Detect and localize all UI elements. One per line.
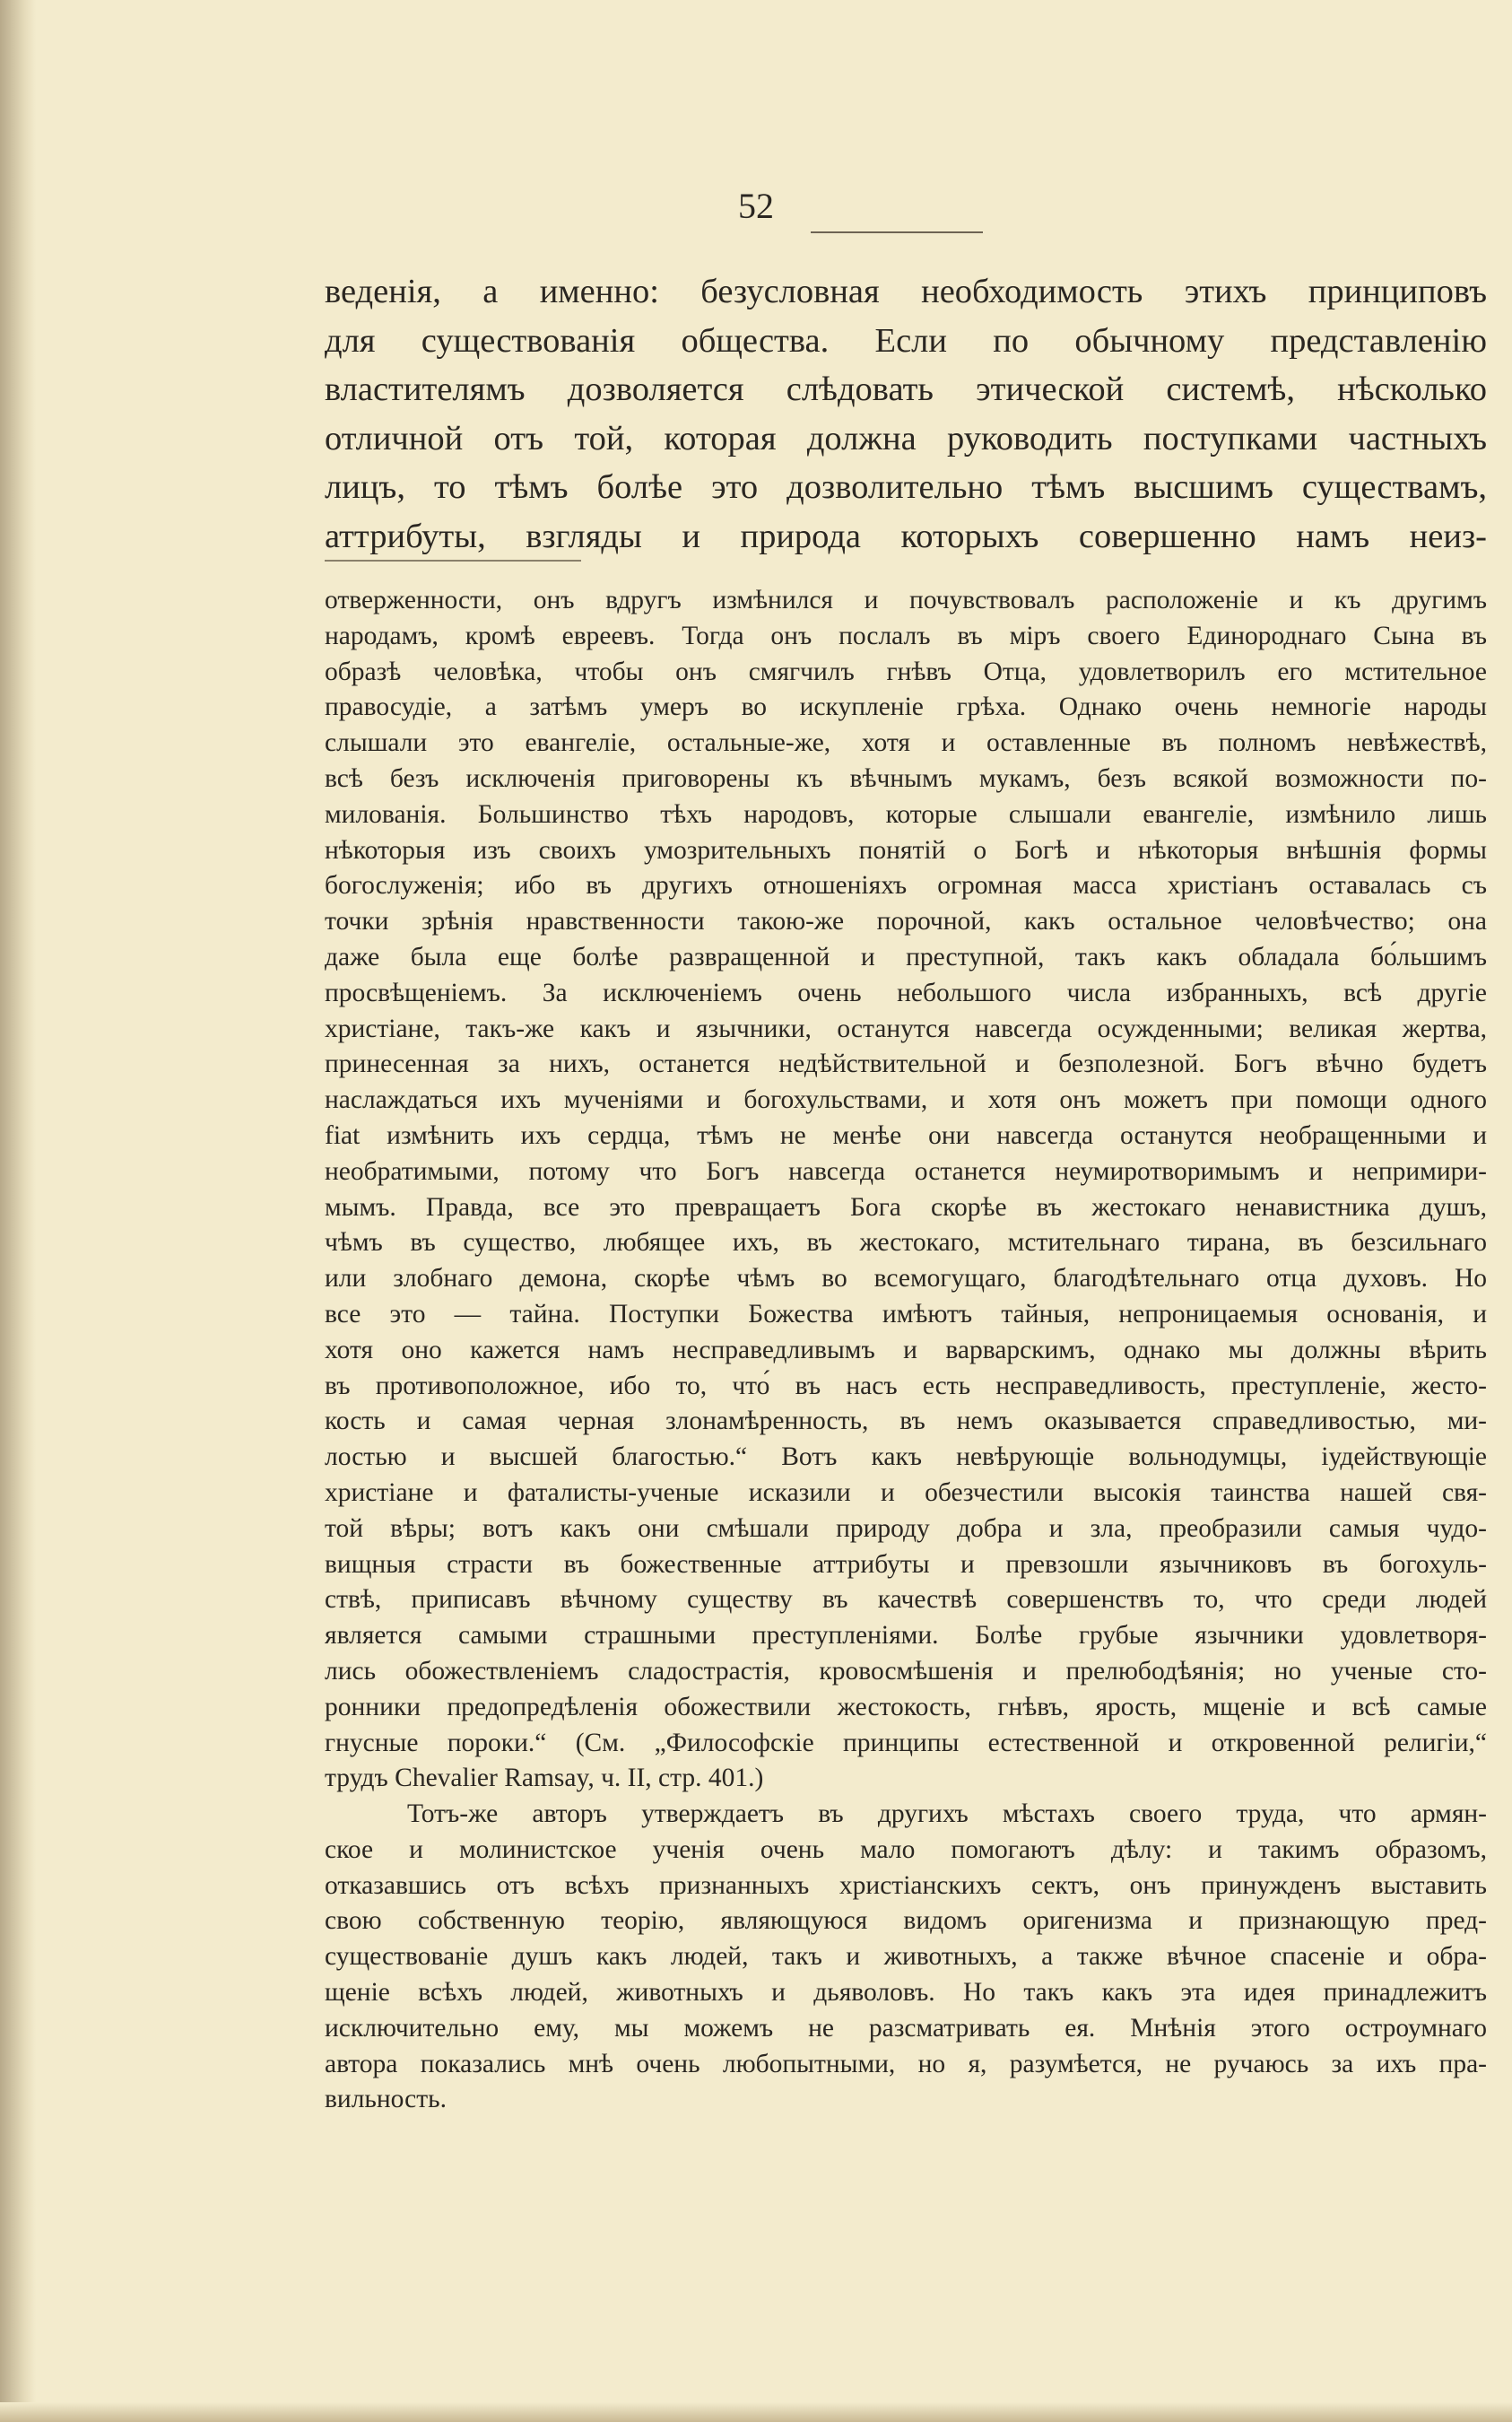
footnote-line: ронники предопредѣленія обожествили жестокость, гнѣвъ, ярость, мщеніе и всѣ самые — [325, 1692, 1487, 1721]
footnote-line: правосудіе, а затѣмъ умеръ во искупленіе грѣха. Однако очень немногіе народы — [325, 693, 1487, 722]
footnote-line: слышали это евангеліе, остальные-же, хотя и оставленные въ полномъ невѣжествѣ, — [325, 728, 1487, 758]
footnote-line: наслаждаться ихъ мученіями и богохульствами, и хотя онъ можетъ при помощи одного — [325, 1085, 1487, 1115]
footnote-line: или злобнаго демона, скорѣе чѣмъ во всемогущаго, благодѣтельнаго отца духовъ. Но — [325, 1264, 1487, 1294]
footnote-line: кость и самая черная злонамѣренность, въ немъ оказывается справедливостью, ми- — [325, 1407, 1487, 1436]
footnote-line: нѣкоторыя изъ своихъ умозрительныхъ понятій о Богѣ и нѣкоторыя внѣшнія формы — [325, 835, 1487, 865]
footnote-line: чѣмъ въ существо, любящее ихъ, въ жестокаго, мстительнаго тирана, въ безсильнаго — [325, 1228, 1487, 1258]
footnote-separator — [325, 560, 581, 562]
footnote-line: свою собственную теорію, являющуюся видомъ оригенизма и признающую пред- — [325, 1906, 1487, 1936]
footnote-line: вильность. — [325, 2085, 447, 2114]
footnote-line: образѣ человѣка, чтобы онъ смягчилъ гнѣвъ Отца, удовлетворилъ его мстительное — [325, 657, 1487, 686]
footnote-line: лись обожествленіемъ сладострастія, кровосмѣшенія и прелюбодѣянія; но ученые сто- — [325, 1656, 1487, 1686]
footnote-line: принесенная за нихъ, останется недѣйствительной и безполезной. Богъ вѣчно будетъ — [325, 1050, 1487, 1079]
page-number-rule — [811, 231, 983, 233]
footnote-line: точки зрѣнія нравственности такою-же порочной, какъ остальное человѣчество; она — [325, 907, 1487, 937]
footnote-line: христіане, такъ-же какъ и язычники, останутся навсегда осужденными; великая жертва, — [325, 1014, 1487, 1043]
footnote-line: fiat измѣнить ихъ сердца, тѣмъ не менѣе они навсегда останутся необращенными и — [325, 1120, 1487, 1150]
page-bottom-edge — [0, 2402, 1512, 2422]
footnote-line: является самыми страшными преступленіями. Болѣе грубые язычники удовлетворя- — [325, 1621, 1487, 1651]
footnote-line: той вѣры; вотъ какъ они смѣшали природу добра и зла, преобразили самыя чудо- — [325, 1513, 1487, 1543]
footnote-line: трудъ Chevalier Ramsay, ч. II, стр. 401.) — [325, 1764, 764, 1793]
page-binding-edge — [0, 0, 36, 2422]
footnote-line: мымъ. Правда, все это превращаетъ Бога скорѣе въ жестокаго ненавистника душъ, — [325, 1192, 1487, 1222]
footnote-line: автора показались мнѣ очень любопытными, но я, разумѣется, не ручаюсь за ихъ пра- — [325, 2049, 1487, 2078]
footnote-line: Тотъ-же авторъ утверждаетъ въ другихъ мѣстахъ своего труда, что армян- — [407, 1799, 1487, 1829]
footnote-line: просвѣщеніемъ. За исключеніемъ очень небольшого числа избранныхъ, всѣ другіе — [325, 978, 1487, 1007]
main-line: властителямъ дозволяется слѣдовать этической системѣ, нѣсколько — [325, 370, 1487, 408]
footnote-line: народамъ, кромѣ евреевъ. Тогда онъ послалъ въ міръ своего Единороднаго Сына въ — [325, 621, 1487, 650]
footnote-line: хотя оно кажется намъ несправедливымъ и варварскимъ, однако мы должны вѣрить — [325, 1335, 1487, 1364]
footnote-line: лостью и высшей благостью.“ Вотъ какъ невѣрующіе вольнодумцы, іудействующіе — [325, 1442, 1487, 1472]
footnote-line: въ противоположное, ибо то, что́ въ насъ есть несправедливость, преступленіе, жесто- — [325, 1371, 1487, 1400]
footnote-line: исключительно ему, мы можемъ не разсматривать ея. Мнѣнія этого остроумнаго — [325, 2013, 1487, 2043]
main-text — [325, 267, 1487, 561]
footnote-line: богослуженія; ибо въ другихъ отношеніяхъ огромная масса христіанъ оставалась съ — [325, 871, 1487, 901]
main-line: веденія, а именно: безусловная необходимость этихъ принциповъ — [325, 273, 1487, 310]
footnote-line: гнусные пороки.“ (См. „Философскіе принципы естественной и откровенной религіи,“ — [325, 1728, 1487, 1757]
footnote-line: щеніе всѣхъ людей, животныхъ и дьяволовъ. Но такъ какъ эта идея принадлежитъ — [325, 1978, 1487, 2008]
footnote-line: все это — тайна. Поступки Божества имѣютъ тайныя, непроницаемыя основанія, и — [325, 1299, 1487, 1329]
footnote-line: отказавшись отъ всѣхъ признанныхъ христіанскихъ сектъ, онъ принужденъ выставить — [325, 1870, 1487, 1900]
footnote-line: милованія. Большинство тѣхъ народовъ, которые слышали евангеліе, измѣнило лишь — [325, 799, 1487, 829]
footnote-line: необратимыми, потому что Богъ навсегда останется неумиротворимымъ и непримири- — [325, 1156, 1487, 1186]
footnote-line: ское и молинистское ученія очень мало помогаютъ дѣлу: и такимъ образомъ, — [325, 1834, 1487, 1864]
footnote-line: христіане и фаталисты-ученые исказили и обезчестили высокія таинства нашей свя- — [325, 1477, 1487, 1507]
footnote-line: даже была еще болѣе развращенной и преступной, такъ какъ обладала бо́льшимъ — [325, 942, 1487, 971]
main-line: аттрибуты, взгляды и природа которыхъ совершенно намъ неиз- — [325, 517, 1487, 555]
footnote-line: ствѣ, приписавъ вѣчному существу въ качествѣ совершенствъ то, что среди людей — [325, 1585, 1487, 1615]
footnote-line: существованіе душъ какъ людей, такъ и животныхъ, а также вѣчное спасеніе и обра- — [325, 1942, 1487, 1972]
footnote — [325, 583, 1487, 2118]
footnote-line: всѣ безъ исключенія приговорены къ вѣчнымъ мукамъ, безъ всякой возможности по- — [325, 763, 1487, 793]
footnote-line: вищныя страсти въ божественные аттрибуты и превзошли язычниковъ въ богохуль- — [325, 1549, 1487, 1579]
main-line: для существованія общества. Если по обычному представленію — [325, 321, 1487, 360]
footnote-line: отверженности, онъ вдругъ измѣнился и почувствовалъ расположеніе и къ другимъ — [325, 586, 1487, 614]
main-line: лицъ, то тѣмъ болѣе это дозволительно тѣмъ высшимъ существамъ, — [325, 468, 1487, 506]
main-line: отличной отъ той, которая должна руководить поступками частныхъ — [325, 419, 1487, 457]
page-number: 52 — [738, 186, 774, 226]
